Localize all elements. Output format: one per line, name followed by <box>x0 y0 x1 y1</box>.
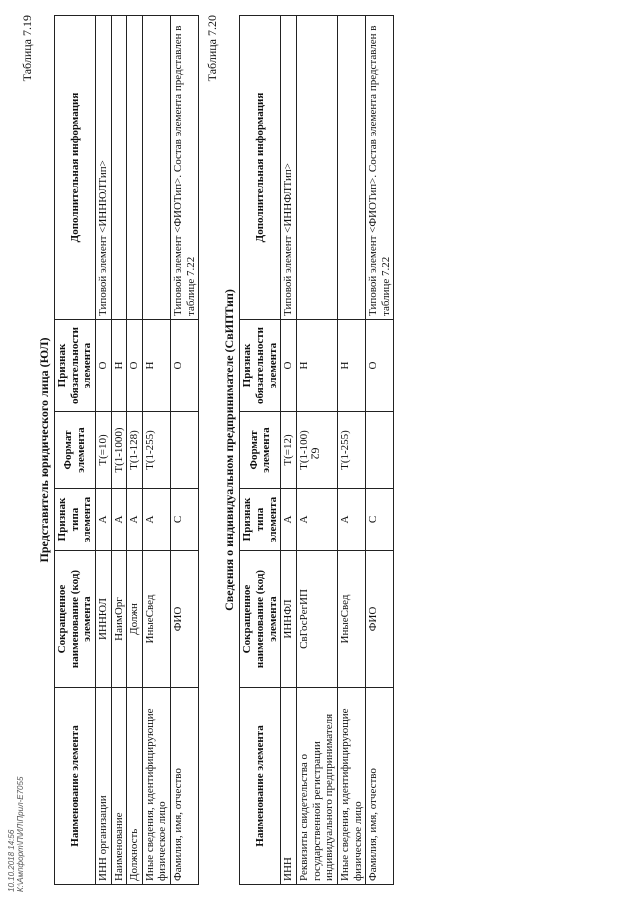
cell: ФИО <box>171 551 199 688</box>
cell: НаимОрг <box>111 551 127 688</box>
cell <box>296 16 337 320</box>
col-header: Признак обязательности элемента <box>240 320 281 412</box>
table-row <box>171 16 199 885</box>
cell: Н <box>111 320 127 412</box>
cell: А <box>296 489 337 551</box>
cell: Иные сведения, идентифицирующие физическое лицо <box>337 688 365 885</box>
col-header: Сокращенное наименование (код) элемента <box>240 551 281 688</box>
table-row <box>337 16 365 885</box>
page-number: 62 <box>308 447 323 460</box>
cell <box>142 16 170 320</box>
cell: Н <box>337 320 365 412</box>
table-row <box>281 16 297 885</box>
cell: Типовой элемент <ФИОТип>. Состав элемента представлен в таблице 7.22 <box>171 16 199 320</box>
cell: T(=10) <box>95 412 111 489</box>
cell: С <box>366 489 394 551</box>
col-header: Признак типа элемента <box>240 489 281 551</box>
table-title: Сведения о индивидуальном предпринимателе (СвИПТип) <box>222 289 237 611</box>
cell: О <box>171 320 199 412</box>
cell: Типовой элемент <ФИОТип>. Состав элемента представлен в таблице 7.22 <box>366 16 394 320</box>
cell: О <box>366 320 394 412</box>
cell: О <box>95 320 111 412</box>
cell: ИННФЛ <box>281 551 297 688</box>
table-header-row <box>55 16 96 885</box>
cell: Н <box>142 320 170 412</box>
cell: Реквизиты свидетельства о государственной регистрации индивидуального предпринимателя <box>296 688 337 885</box>
cell: А <box>127 489 143 551</box>
cell: Типовой элемент <ИННФЛТип> <box>281 16 297 320</box>
col-header: Признак типа элемента <box>55 489 96 551</box>
cell: ИныеСвед <box>142 551 170 688</box>
cell: Фамилия, имя, отчество <box>171 688 199 885</box>
cell: А <box>95 489 111 551</box>
cell: Должн <box>127 551 143 688</box>
table-row <box>366 16 394 885</box>
cell: А <box>142 489 170 551</box>
cell: ФИО <box>366 551 394 688</box>
rotated-content <box>20 15 640 885</box>
cell: T(1-1000) <box>111 412 127 489</box>
col-header: Дополнительная информация <box>240 16 281 320</box>
cell <box>366 412 394 489</box>
cell: Фамилия, имя, отчество <box>366 688 394 885</box>
file-stamp <box>8 772 32 892</box>
col-header: Наименование элемента <box>240 688 281 885</box>
cell: СвГосРегИП <box>296 551 337 688</box>
col-header: Сокращенное наименование (код) элемента <box>55 551 96 688</box>
cell: ИНН <box>281 688 297 885</box>
cell: Типовой элемент <ИННЮЛТип> <box>95 16 111 320</box>
table-7-20 <box>239 15 394 885</box>
cell: О <box>127 320 143 412</box>
cell: ИННЮЛ <box>95 551 111 688</box>
cell: ИНН организации <box>95 688 111 885</box>
stamp-line: 10.10.2018 14:56 <box>7 829 16 892</box>
cell: T(1-100) <box>296 412 337 489</box>
table-caption: Таблица 7.20 <box>205 15 220 82</box>
table-row <box>142 16 170 885</box>
cell: ИныеСвед <box>337 551 365 688</box>
cell: О <box>281 320 297 412</box>
cell: А <box>337 489 365 551</box>
col-header: Формат элемента <box>240 412 281 489</box>
table-row <box>127 16 143 885</box>
col-header: Формат элемента <box>55 412 96 489</box>
cell: Иные сведения, идентифицирующие физическое лицо <box>142 688 170 885</box>
table-row <box>95 16 111 885</box>
cell: Н <box>296 320 337 412</box>
table-7-20-block <box>205 15 394 885</box>
col-header: Дополнительная информация <box>55 16 96 320</box>
cell <box>111 16 127 320</box>
cell <box>171 412 199 489</box>
cell: С <box>171 489 199 551</box>
cell: А <box>111 489 127 551</box>
table-row <box>111 16 127 885</box>
table-title: Представитель юридического лица (ЮЛ) <box>37 337 51 563</box>
table-7-19-block <box>20 15 199 885</box>
cell <box>337 16 365 320</box>
cell: Наименование <box>111 688 127 885</box>
cell <box>127 16 143 320</box>
cell: Должность <box>127 688 143 885</box>
stamp-line: К:\Ампфорт\П\ИЛ\Прил-E7055 <box>15 776 25 892</box>
cell: T(1-128) <box>127 412 143 489</box>
cell: T(1-255) <box>142 412 170 489</box>
cell: T(=12) <box>281 412 297 489</box>
cell: T(1-255) <box>337 412 365 489</box>
table-header-row <box>240 16 281 885</box>
cell: А <box>281 489 297 551</box>
col-header: Признак обязательности элемента <box>55 320 96 412</box>
col-header: Наименование элемента <box>55 688 96 885</box>
table-7-19 <box>54 15 199 885</box>
table-row <box>296 16 337 885</box>
table-caption: Таблица 7.19 <box>20 15 34 82</box>
